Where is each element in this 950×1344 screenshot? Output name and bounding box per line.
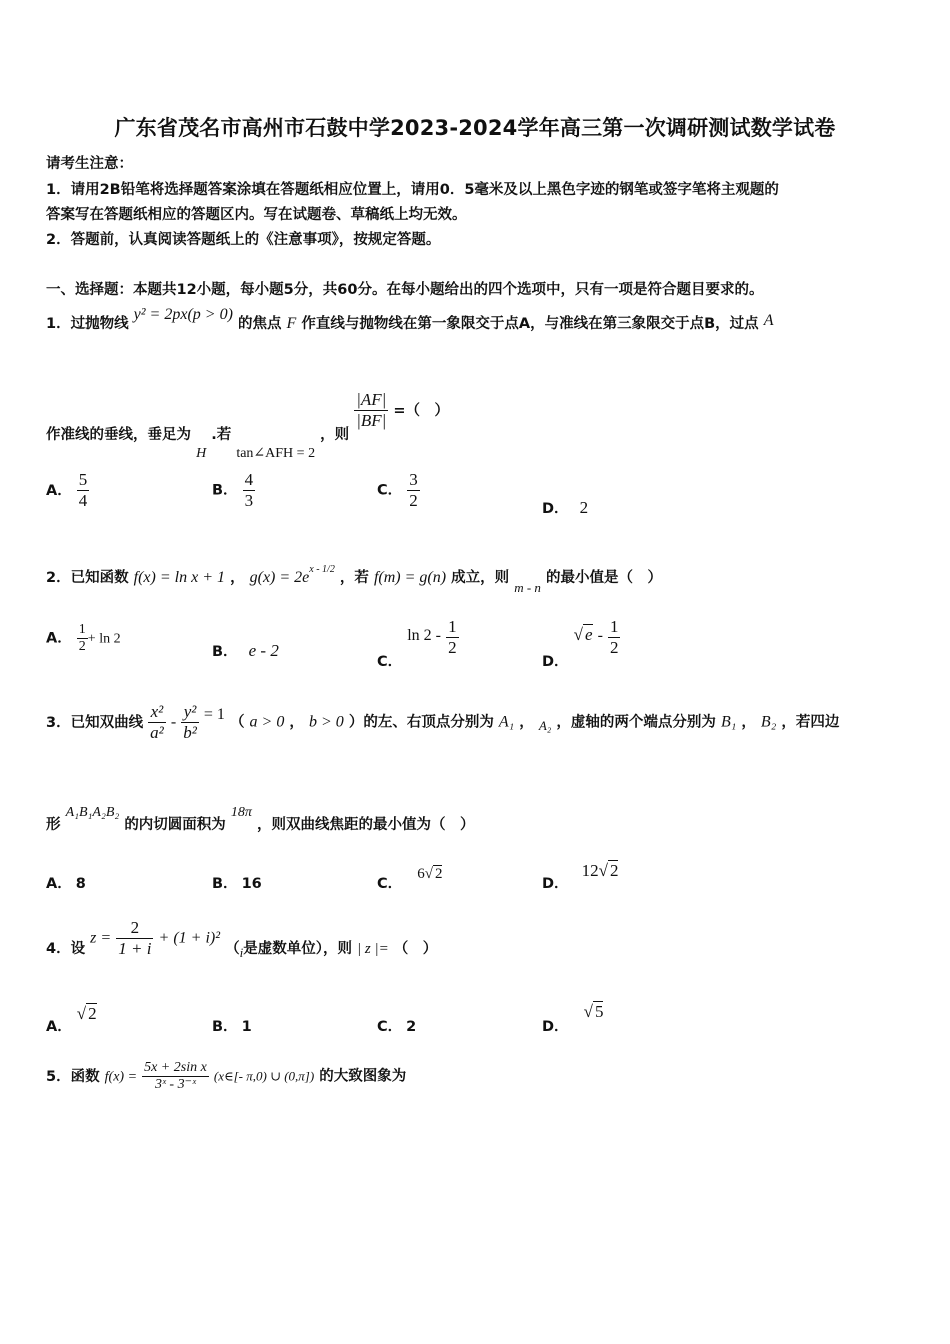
- q4-option-c[interactable]: C． 2: [377, 1019, 417, 1035]
- q2-option-d-fraction: $\frac{1}{2}$: [609, 617, 619, 657]
- q2-option-a-fraction: $\frac{1}{2}$: [78, 622, 86, 654]
- q1-option-b[interactable]: B． $\frac{4}{3}$: [212, 470, 254, 510]
- q2-m-minus-n: m - n: [514, 580, 541, 595]
- q3-option-b[interactable]: B． 16: [212, 876, 262, 892]
- notice-line2: 2．答题前，认真阅读答题纸上的《注意事项》，按规定答题。: [46, 232, 441, 248]
- q3-option-d[interactable]: D． 12√ 2: [542, 861, 619, 892]
- q5-fraction: $\frac{\text{5x + 2sin x}}{\text{3ˣ - 3⁻ˣ}}$: [144, 1060, 207, 1092]
- q1-text1: 的焦点: [237, 316, 282, 332]
- q2-function-g: g(x) = 2e: [249, 569, 310, 586]
- q1-number: 1．过抛物线: [46, 316, 129, 332]
- q3-area: 18π: [230, 805, 252, 820]
- question-3-line2: 形 A₁B₁A₂B₂ 的内切圆面积为 18π ，则双曲线焦距的最小值为（ ）: [46, 805, 475, 833]
- notice-heading: 请考生注意：: [46, 156, 133, 172]
- q3-number: 3．已知双曲线: [46, 714, 144, 731]
- q1-point-a: A: [763, 312, 774, 329]
- notice-line1a: 1．请用2B铅笔将选择题答案涂填在答题纸相应位置上，请用0．5毫米及以上黑色字迹的钢笔或签字笔将主观题的: [46, 182, 779, 198]
- q1-ratio-fraction: [354, 390, 388, 431]
- q1-option-c-fraction: $\frac{3}{2}$: [409, 470, 418, 510]
- question-4: 4．设 z = $\frac{2}{1 + i}$ + (1 + i)² （i是虚数单位），则 | z |= （ ）: [46, 918, 438, 960]
- q4-option-a[interactable]: A． √ 2: [46, 1004, 97, 1035]
- q3-quadrilateral: A₁B₁A₂B₂: [65, 805, 120, 820]
- q1-tan-condition: tan∠AFH = 2: [236, 445, 316, 461]
- question-1-line1: [46, 306, 774, 333]
- q4-fraction: $\frac{2}{1 + i}$: [118, 918, 152, 958]
- q1-option-d[interactable]: D． 2: [542, 498, 589, 517]
- q2-option-c[interactable]: C． ln 2 - $\frac{1}{2}$: [377, 617, 457, 670]
- q2-option-d[interactable]: D． √ e - $\frac{1}{2}$: [542, 617, 619, 670]
- q1-ratio-num: |AF|: [356, 390, 387, 409]
- q3-option-c[interactable]: C． 6√ 2: [377, 866, 443, 892]
- q2-condition: f(m) = g(n): [373, 569, 447, 586]
- q3-y-fraction: $\frac{\text{y²}}{\text{b²}}$: [183, 702, 197, 742]
- q4-number: 4．设: [46, 940, 86, 957]
- q1-focus-f: F: [286, 315, 297, 332]
- question-5: 5．函数 f(x) = $\frac{\text{5x + 2sin x}}{\text{3ˣ - 3⁻ˣ}}$ (x∈[- π,0) ∪ (0,π]) 的大致图象为: [46, 1060, 407, 1092]
- q1-foot-h: H: [196, 445, 207, 461]
- q1-text5: ，则: [320, 426, 350, 443]
- q2-option-d-sqrt: √ e: [573, 624, 593, 644]
- q1-text6: =（ ）: [393, 402, 450, 419]
- q3-x-fraction: $\frac{\text{x²}}{\text{a²}}$: [150, 702, 164, 742]
- q2-option-c-fraction: $\frac{1}{2}$: [448, 617, 457, 657]
- q2-g-exponent: x - 1/2: [309, 564, 335, 576]
- q3-option-d-sqrt: √ 2: [598, 861, 619, 880]
- page-title: 广东省茂名市高州市石鼓中学2023-2024学年高三第一次调研测试数学试卷: [114, 116, 836, 140]
- section-heading: 一、选择题：本题共12小题，每小题5分，共60分。在每小题给出的四个选项中，只有一项是符合题目要求的。: [46, 282, 764, 298]
- q1-text3: 作准线的垂线，垂足为: [46, 426, 191, 443]
- q2-option-a[interactable]: A． $\frac{1}{2}$ + ln 2: [46, 622, 121, 654]
- q2-number: 2．已知函数: [46, 570, 129, 586]
- q1-option-c[interactable]: C． $\frac{3}{2}$: [377, 470, 418, 510]
- q2-function-f: f(x) = ln x + 1: [133, 569, 225, 586]
- q1-option-b-fraction: $\frac{4}{3}$: [244, 470, 254, 510]
- notice-line1b: 答案写在答题纸相应的答题区内。写在试题卷、草稿纸上均无效。: [46, 207, 467, 223]
- q1-option-a[interactable]: A． $\frac{5}{4}$: [46, 470, 88, 510]
- q4-option-b[interactable]: B． 1: [212, 1019, 252, 1035]
- q1-option-a-fraction: $\frac{5}{4}$: [78, 470, 88, 510]
- q3-option-c-sqrt: √ 2: [424, 866, 443, 882]
- q1-text4: .若: [211, 426, 232, 443]
- q5-number: 5．函数: [46, 1068, 100, 1085]
- q4-option-d[interactable]: D． √ 5: [542, 1002, 604, 1035]
- question-1-line2: [46, 388, 450, 461]
- question-3-line1: 3．已知双曲线 $\frac{\text{x²}}{\text{a²}}$ - $\frac{\text{y²}}{\text{b²}}$ = 1 （ a > 0 ， b > 0 ）的左、右顶点分别为 A₁ ， A₂ ，虚轴的两个端点分别为 B₁ ， B₂ ，若四边: [46, 702, 840, 742]
- q1-ratio-den: |BF|: [356, 411, 387, 430]
- q4-option-a-sqrt: √ 2: [76, 1004, 97, 1023]
- q4-option-d-sqrt: √ 5: [583, 1002, 604, 1021]
- q1-parabola-eq: y² = 2px(p > 0): [133, 306, 233, 323]
- question-2: 2．已知函数 f(x) = ln x + 1 ， $g(x) = 2e^{x - 1/2}$ ，若 f(m) = g(n) 成立，则 m - n 的最小值是（ ）: [46, 564, 662, 595]
- q1-text2: 作直线与抛物线在第一象限交于点A，与准线在第三象限交于点B，过点: [301, 316, 759, 332]
- q2-option-b[interactable]: B． e - 2: [212, 641, 279, 660]
- q3-option-a[interactable]: A． 8: [46, 876, 86, 892]
